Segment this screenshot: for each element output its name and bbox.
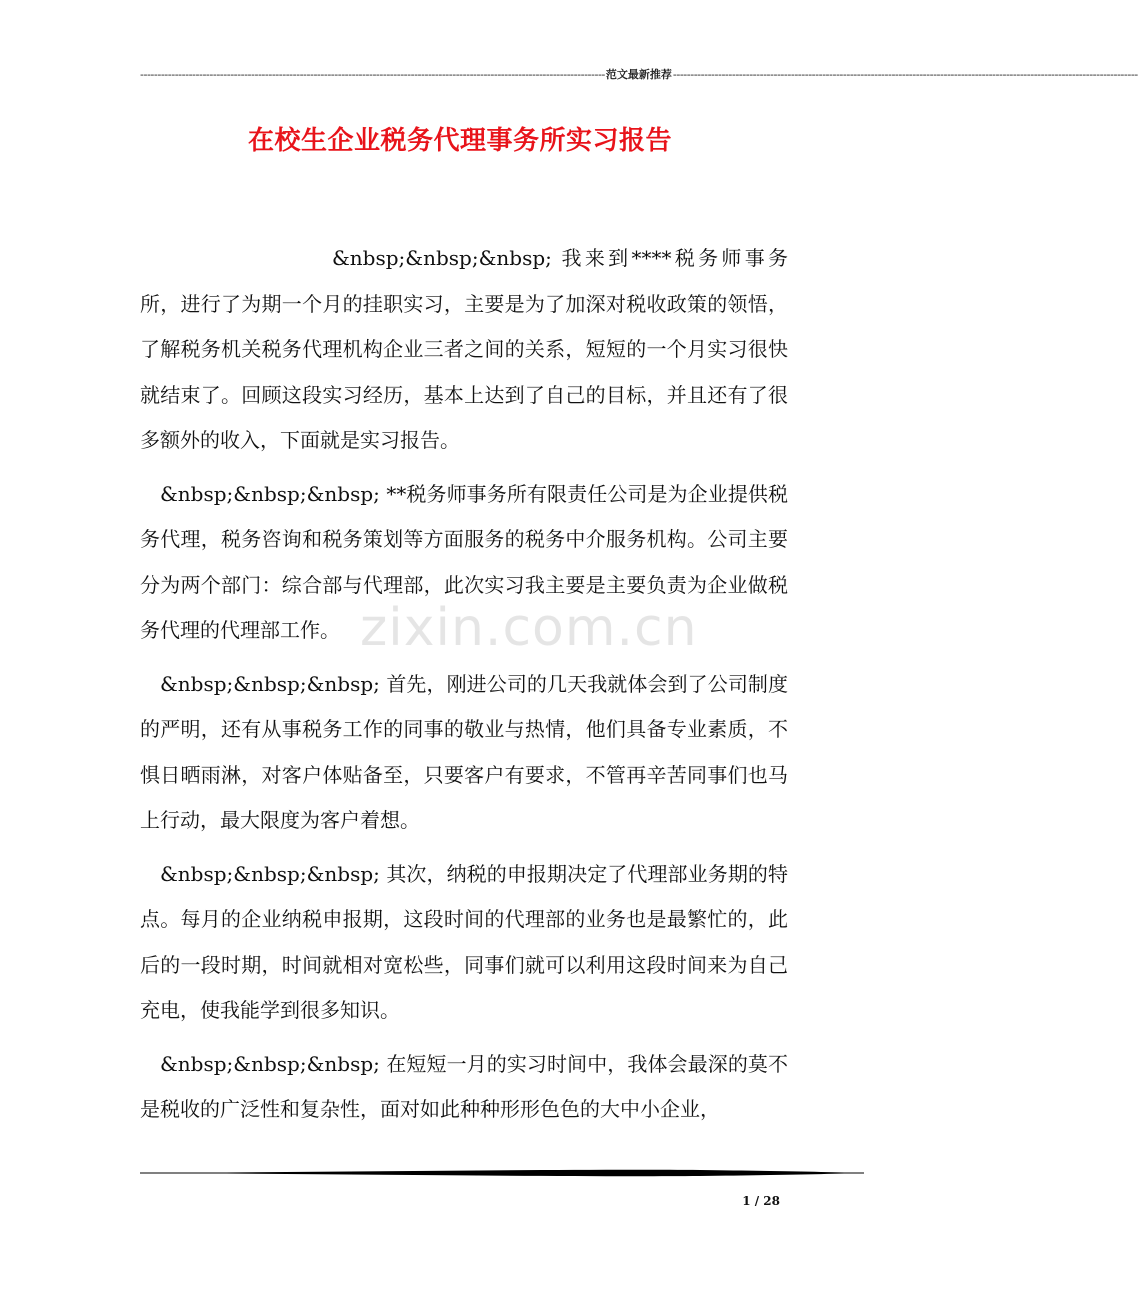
page-header — [140, 66, 1138, 82]
paragraph-1: &nbsp;&nbsp;&nbsp; 我来到****税务师事务所，进行了为期一个月的挂职实习，主要是为了加深对税收政策的领悟，了解税务机关税务代理机构企业三者之间的关系，短短的一个月实习很快就结束了。回顾这段实习经历，基本上达到了自己的目标，并且还有了很多额外的收入，下面就是实习报告。 — [140, 246, 788, 452]
header-dash-left: -------------------------------------------------------------------------------------------------------------------------------------- — [140, 67, 605, 81]
paragraph-3: &nbsp;&nbsp;&nbsp; 首先，刚进公司的几天我就体会到了公司制度的严明，还有从事税务工作的同事的敬业与热情，他们具备专业素质，不惧日晒雨淋，对客户体贴备至，只要客户有要求，不管再辛苦同事们也马上行动，最大限度为客户着想。 — [140, 671, 788, 832]
header-dash-right: -------------------------------------------------------------------------------------------------------------------------------------- — [672, 67, 1138, 81]
paragraph-2: &nbsp;&nbsp;&nbsp; **税务师事务所有限责任公司是为企业提供税务代理，税务咨询和税务策划等方面服务的税务中介服务机构。公司主要分为两个部门：综合部与代理部，此次实习我主要是主要负责为企业做税务代理的代理部工作。 — [140, 481, 788, 642]
watermark: zixin.com.cn — [360, 598, 698, 658]
header-label: 范文最新推荐 — [605, 68, 672, 81]
paragraph-5: &nbsp;&nbsp;&nbsp; 在短短一月的实习时间中，我体会最深的莫不是税收的广泛性和复杂性，面对如此种种形形色色的大中小企业， — [140, 1051, 788, 1121]
document-title: 在校生企业税务代理事务所实习报告 — [247, 126, 672, 156]
page-number: 1 / 28 — [742, 1194, 780, 1208]
document-body — [140, 236, 788, 1141]
footer-rule — [140, 1166, 864, 1180]
paragraph-4: &nbsp;&nbsp;&nbsp; 其次，纳税的申报期决定了代理部业务期的特点。每月的企业纳税申报期，这段时间的代理部的业务也是最繁忙的，此后的一段时期，时间就相对宽松些，同事们就可以利用这段时间来为自己充电，使我能学到很多知识。 — [140, 861, 788, 1022]
